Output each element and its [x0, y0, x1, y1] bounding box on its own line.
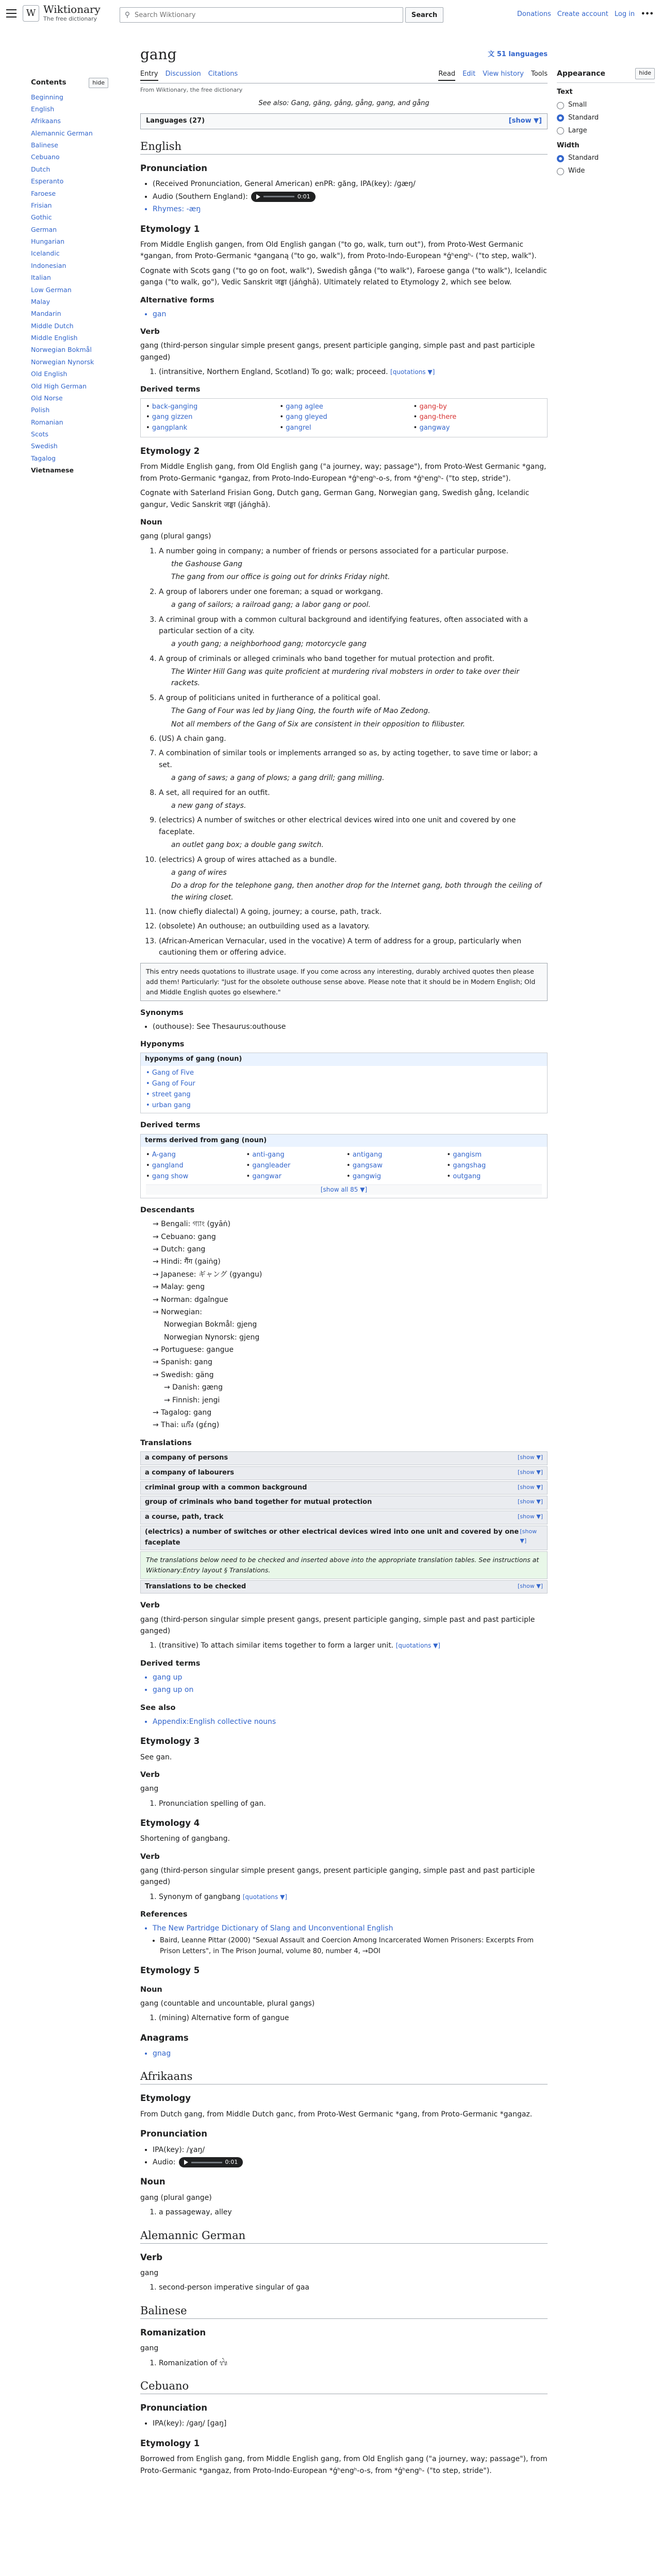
verb-2-headword: gang (third-person singular simple present gangs, present participle ganging, simple past and past participle ganged): [140, 1615, 535, 1635]
translation-gloss: a company of persons: [145, 1453, 228, 1462]
etymology-2-text: From Middle English gang, from Old English gang ("a journey, way; passage"), from Proto-West Germanic *gang, from Proto-Germanic *gangaz, from Proto-Indo-European *ǵʰengʰ-o-s, from *ǵʰengʰ- ("to step, stride").: [140, 463, 547, 483]
usage-example: the Gashouse Gang: [171, 560, 243, 568]
definition-text: A criminal group with a common cultural background and identifying features, often associated with a particular section of a city.: [159, 615, 528, 635]
personal-tools: [517, 9, 654, 20]
option-label: Small: [568, 101, 587, 109]
toc-item[interactable]: Polish: [31, 406, 50, 414]
toc-item[interactable]: Norwegian Nynorsk: [31, 358, 94, 366]
noun-definition: [159, 733, 548, 744]
toc-item[interactable]: Scots: [31, 430, 48, 438]
show-toggle[interactable]: [show ▼]: [508, 117, 542, 125]
derived-term-item[interactable]: • gang up on: [153, 1684, 548, 1696]
usage-example: an outlet gang box; a double gang switch.: [171, 841, 324, 850]
play-icon[interactable]: [256, 194, 260, 199]
tab-edit[interactable]: Edit: [462, 70, 476, 78]
text-small-option[interactable]: [557, 100, 655, 111]
derived-terms-heading: Derived terms: [140, 385, 201, 394]
quotations-toggle[interactable]: [quotations ▼]: [242, 1893, 287, 1901]
noun-5-definition: 1. (mining) Alternative form of gangue: [159, 2012, 548, 2024]
usage-example: The gang from our office is going out for drinks Friday night.: [171, 573, 390, 582]
derived-term-item[interactable]: • gangshag: [447, 1161, 542, 1172]
toc-item[interactable]: Faroese: [31, 189, 56, 197]
verb-definition: 1. (intransitive, Northern England, Scotland) To go; walk; proceed. [quotations ▼]: [159, 366, 548, 378]
afrikaans-etymology-heading: Etymology: [140, 2093, 191, 2104]
descendant-item: → Japanese: ギャング (gyangu): [153, 1270, 262, 1279]
radio-icon[interactable]: [557, 168, 564, 175]
translation-gloss: group of criminals who band together for mutual protection: [145, 1498, 372, 1506]
translation-table-header[interactable]: [140, 1511, 548, 1524]
usage-example: a gang of saws; a gang of plows; a gang drill; gang milling.: [171, 774, 385, 783]
toc-item[interactable]: Mandarin: [31, 310, 61, 318]
text-large-option[interactable]: [557, 126, 655, 137]
verb-4-definition: 1. Synonym of gangbang [quotations ▼]: [159, 1891, 548, 1903]
descendants-list: [153, 1218, 548, 1431]
toc-item[interactable]: Esperanto: [31, 177, 64, 185]
usage-example: a youth gang; a neighborhood gang; motorcycle gang: [171, 640, 367, 649]
toc-item[interactable]: Beginning: [31, 93, 63, 101]
main-content: [140, 45, 548, 2480]
noun-5-headword: gang (countable and uncountable, plural gangs): [140, 1999, 315, 2008]
afrikaans-ipa: • IPA(key): /ɣaŋ/: [153, 2144, 548, 2156]
pron-audio: • Audio (Southern England): 0:01: [153, 191, 548, 202]
hyponym-item[interactable]: • Gang of Four: [146, 1079, 542, 1090]
derived-term-item[interactable]: • antigang: [346, 1150, 442, 1161]
verb-2-heading: Verb: [140, 1601, 160, 1610]
etymology-3-text: See gan.: [140, 1753, 172, 1761]
rhymes-link[interactable]: • Rhymes: -æŋ: [153, 204, 548, 215]
descendant-item: → Bengali: গ্যাং (gyāṅ): [153, 1220, 231, 1229]
etymology-1-heading: Etymology 1: [140, 224, 200, 234]
alemannic-verb-heading: Verb: [140, 2252, 163, 2262]
derived-term-item[interactable]: • outgang: [447, 1172, 542, 1182]
derived-term-item[interactable]: • gangism: [447, 1150, 542, 1161]
afrikaans-audio: • Audio: 0:01: [153, 2157, 548, 2168]
translation-table-header[interactable]: [140, 1466, 548, 1480]
derived-term-item[interactable]: • gangsaw: [346, 1161, 442, 1172]
noun-definition: [159, 815, 548, 851]
derived-term-item[interactable]: • gang show: [146, 1172, 241, 1182]
translation-table-header[interactable]: [140, 1526, 548, 1550]
main-menu-icon[interactable]: [6, 9, 16, 18]
languages-button[interactable]: 文 51 languages: [488, 50, 548, 58]
noun-definition: [159, 614, 548, 650]
definition-text: (electrics) A group of wires attached as a bundle.: [159, 855, 337, 864]
descendant-item: → Dutch: gang: [153, 1245, 206, 1253]
afrikaans-pronunciation-heading: Pronunciation: [140, 2129, 208, 2139]
toc-item[interactable]: Balinese: [31, 141, 58, 149]
wiktionary-logo[interactable]: W: [23, 5, 39, 22]
appearance-header: [557, 68, 655, 83]
cebuano-etymology-heading: Etymology 1: [140, 2438, 200, 2448]
more-options-icon[interactable]: •••: [641, 10, 654, 18]
definition-text: (African-American Vernacular, used in the vocative) A term of address for a group, particularly when cautioning them or offering advice.: [159, 937, 522, 957]
noun-definition: [159, 546, 548, 583]
translation-gloss: a course, path, track: [145, 1513, 224, 1521]
noun-headword: gang (plural gangs): [140, 532, 211, 541]
see-also-link[interactable]: • Appendix:English collective nouns: [153, 1716, 548, 1727]
radio-icon[interactable]: [557, 102, 564, 109]
option-label: Standard: [568, 113, 599, 122]
translations-heading: Translations: [140, 1438, 192, 1447]
usage-example: a gang of wires: [171, 868, 227, 877]
usage-example: Do a drop for the telephone gang, then another drop for the Internet gang, both through the ceiling of the wiring closet.: [171, 882, 542, 902]
descendant-item: → Finnish: jengi: [164, 1396, 220, 1404]
definition-text: (electrics) A number of switches or other electrical devices wired into one unit and covered by one faceplate.: [159, 816, 516, 836]
noun-definition: [159, 854, 548, 904]
toc-list: [31, 92, 108, 477]
see-also-heading: See also: [140, 1703, 176, 1712]
play-icon[interactable]: [184, 2160, 188, 2165]
descendant-item: → Cebuano: gang: [153, 1232, 216, 1241]
verb-headword: gang (third-person singular simple present gangs, present participle ganging, simple past and past participle ganged): [140, 342, 535, 362]
anagram-item[interactable]: • gnag: [153, 2048, 548, 2059]
quotation-request-notice: This entry needs quotations to illustrate usage. If you come across any interesting, durably archived quotes then please add them! Particularly: "Just for the obsolete outhouse sense above. Please note that it should be in Modern English; Old and Middle English quotes go elsewhere.": [140, 963, 548, 1001]
alemannic-headword: gang: [140, 2268, 159, 2277]
noun-definition: [159, 748, 548, 784]
definition-text: A group of politicians united in furtherance of a political goal.: [159, 693, 380, 702]
afrikaans-noun-heading: Noun: [140, 2177, 166, 2187]
anagrams-heading: Anagrams: [140, 2032, 189, 2043]
translations-check-note: The translations below need to be checked and inserted above into the appropriate translation tables. See instructions at Wiktionary:Entry layout § Translations.: [140, 1551, 548, 1579]
toc-header: [31, 77, 108, 89]
verb-3-heading: Verb: [140, 1771, 160, 1780]
translation-gloss: (electrics) a number of switches or other electrical devices wired into one unit and covered by one faceplate: [145, 1528, 519, 1547]
descendant-item: Norwegian Bokmål: gjeng: [164, 1320, 257, 1329]
audio-progress-bar[interactable]: [263, 196, 294, 197]
noun-definition: [159, 653, 548, 689]
afrikaans-heading: Afrikaans: [140, 2069, 548, 2084]
derived-terms-2-box: [140, 1134, 548, 1198]
alt-form-item[interactable]: • gan: [153, 309, 548, 320]
search-input[interactable]: [135, 11, 403, 19]
site-tagline: The free dictionary: [43, 15, 97, 22]
toc-item[interactable]: Vietnamese: [31, 466, 74, 474]
translation-gloss: a company of labourers: [145, 1468, 235, 1477]
tab-read[interactable]: Read: [438, 69, 455, 81]
pron-ipa: • (Received Pronunciation, General American) enPR: găng, IPA(key): /ɡæŋ/: [153, 178, 548, 190]
derived-term-item[interactable]: • gangplank: [146, 423, 274, 434]
derived-term-item[interactable]: • gang up: [153, 1672, 548, 1683]
audio-player[interactable]: 0:01: [251, 192, 316, 202]
balinese-definition: 1. Romanization of ᬕᬂ: [159, 2358, 548, 2369]
hyponyms-box-title: hyponyms of gang (noun): [141, 1053, 547, 1066]
toc-item[interactable]: Italian: [31, 274, 51, 282]
toc-item[interactable]: Malay: [31, 297, 50, 306]
etymology-2-cognates: Cognate with Saterland Frisian Gong, Dutch gang, German Gang, Norwegian gang, Swedish gång, Icelandic gangur, Vedic Sanskrit जङ्घा (jáṅghā).: [140, 489, 529, 509]
tab-tools[interactable]: Tools: [531, 70, 548, 78]
definition-text: A combination of similar tools or implements arranged so as, by acting together, to save time or labor; a set.: [159, 749, 538, 769]
audio-player[interactable]: 0:01: [179, 2157, 243, 2167]
translation-table-header[interactable]: [140, 1481, 548, 1495]
radio-selected-icon[interactable]: [557, 155, 564, 162]
noun-definition: [159, 586, 548, 611]
cebuano-heading: Cebuano: [140, 2378, 548, 2394]
toc-item[interactable]: Middle Dutch: [31, 321, 74, 330]
noun-5-heading: Noun: [140, 1985, 162, 1994]
synonym-item: • (outhouse): See Thesaurus:outhouse: [153, 1021, 548, 1032]
donations-link[interactable]: Donations: [517, 10, 551, 18]
noun-definition: [159, 906, 548, 918]
alemannic-definition: 1. second-person imperative singular of gaa: [159, 2282, 548, 2293]
translation-table-header[interactable]: [140, 1451, 548, 1465]
tab-discussion[interactable]: Discussion: [165, 70, 201, 78]
descendant-item: → Malay: geng: [153, 1283, 205, 1292]
languages-box[interactable]: [140, 113, 548, 129]
descendant-item: → Thai: แก๊ง (gɛ́ng): [153, 1421, 220, 1430]
toc-item[interactable]: Norwegian Bokmål: [31, 346, 92, 354]
derived-term-item[interactable]: • gang aglee: [279, 402, 408, 413]
etymology-3-heading: Etymology 3: [140, 1736, 200, 1747]
site-name[interactable]: Wiktionary: [43, 3, 101, 15]
width-standard-option[interactable]: [557, 153, 655, 164]
audio-progress-bar[interactable]: [191, 2162, 222, 2163]
etymology-1-text: From Middle English gangen, from Old English gangan ("to go, walk, turn out"), from Proto-West Germanic *gangan, from Proto-Germanic *ganganą ("to go, walk"), from Proto-Indo-European *ǵʰengʰ- ("to step, walk").: [140, 240, 537, 261]
derived-terms-2-box-title: terms derived from gang (noun): [141, 1134, 547, 1147]
toc-item[interactable]: Swedish: [31, 442, 58, 450]
usage-example: Not all members of the Gang of Six are consistent in their opposition to filibuster.: [171, 720, 466, 728]
toc-item[interactable]: Old High German: [31, 382, 87, 390]
etymology-5-heading: Etymology 5: [140, 1965, 200, 1976]
usage-example: The Winter Hill Gang was quite proficient at murdering rival mobsters in order to take over their rackets.: [171, 668, 520, 688]
see-also-hatnote: See also: Gang, gäng, gâng, gång, gang, and gång: [258, 99, 429, 108]
hyponyms-box: [140, 1053, 548, 1113]
toc-item[interactable]: Middle English: [31, 334, 78, 342]
show-toggle[interactable]: [show ▼]: [518, 1513, 543, 1520]
pronunciation-list: [153, 178, 548, 215]
derived-term-item[interactable]: • gang-there: [413, 412, 542, 423]
toc-item[interactable]: Afrikaans: [31, 117, 61, 125]
verb-3-headword: gang: [140, 1785, 159, 1793]
toc-item[interactable]: Gothic: [31, 213, 52, 222]
synonyms-heading: Synonyms: [140, 1008, 184, 1017]
translation-gloss: criminal group with a common background: [145, 1483, 307, 1492]
derived-term-item[interactable]: • gangleader: [246, 1161, 342, 1172]
tab-citations[interactable]: Citations: [208, 70, 238, 78]
toc-item[interactable]: English: [31, 105, 55, 113]
verb-3-definition: 1. Pronunciation spelling of gan.: [159, 1798, 548, 1809]
text-standard-option[interactable]: [557, 113, 655, 124]
appearance-panel: [557, 68, 655, 179]
etymology-4-heading: Etymology 4: [140, 1818, 200, 1828]
definition-text: A group of laborers under one foreman; a squad or workgang.: [159, 587, 383, 596]
definition-text: A group of criminals or alleged criminals who band together for mutual protection and profit.: [159, 654, 495, 663]
toc-item[interactable]: Tagalog: [31, 454, 56, 462]
translations-tables: [140, 1451, 548, 1550]
definition-text: (US) A chain gang.: [159, 735, 226, 743]
derived-term-item[interactable]: • gangrel: [279, 423, 408, 434]
derived-term-item[interactable]: • A-gang: [146, 1150, 241, 1161]
width-label: Width: [557, 141, 580, 149]
option-label: Large: [568, 126, 587, 134]
pronunciation-heading: Pronunciation: [140, 163, 208, 173]
translations-to-check[interactable]: Translations to be checked [show ▼]: [140, 1580, 548, 1594]
balinese-heading: Balinese: [140, 2303, 548, 2319]
verb-4-headword: gang (third-person singular simple present gangs, present participle ganging, simple past and past participle ganged): [140, 1866, 535, 1887]
definition-text: A set, all required for an outfit.: [159, 788, 270, 797]
etymology-2-heading: Etymology 2: [140, 446, 200, 456]
noun-definition: [159, 921, 548, 932]
derived-term-item[interactable]: • gang gizzen: [146, 412, 274, 423]
toc-item[interactable]: Old Norse: [31, 394, 63, 402]
toc-item[interactable]: Cebuano: [31, 153, 60, 161]
noun-definition: [159, 692, 548, 730]
tab-entry[interactable]: Entry: [140, 69, 158, 81]
descendant-item: Norwegian Nynorsk: gjeng: [164, 1333, 260, 1342]
toc-title: Contents: [31, 78, 67, 87]
cebuano-etymology-text: Borrowed from English gang, from Middle English gang, from Old English gang ("a journey, way; passage"), from Proto-Germanic *gangaz, from Proto-Indo-European *ǵʰengʰ-o-s, from *ǵʰengʰ- ("to step, stride").: [140, 2455, 548, 2475]
derived-term-item[interactable]: • gangway: [413, 423, 542, 434]
hyponym-item[interactable]: • street gang: [146, 1090, 542, 1100]
noun-definition: [159, 936, 548, 959]
references-heading: References: [140, 1910, 188, 1919]
page-title: gang: [140, 46, 177, 63]
derived-term-item[interactable]: • gangland: [146, 1161, 241, 1172]
tab-history[interactable]: View history: [483, 70, 524, 78]
show-toggle[interactable]: [show ▼]: [518, 1498, 543, 1505]
alt-forms-heading: Alternative forms: [140, 296, 214, 304]
show-all-toggle[interactable]: [show all 85 ▼]: [146, 1184, 542, 1195]
usage-example: The Gang of Four was led by Jiang Qing, the fourth wife of Mao Zedong.: [171, 707, 431, 716]
afrikaans-etymology-text: From Dutch gang, from Middle Dutch ganc, from Proto-West Germanic *gang, from Proto-Germanic *gangaz.: [140, 2110, 533, 2119]
search-button[interactable]: Search: [405, 7, 443, 23]
descendant-item: → Spanish: gang: [153, 1358, 212, 1367]
toc-item[interactable]: Dutch: [31, 165, 51, 173]
site-header: [0, 0, 662, 29]
option-label: Standard: [568, 154, 599, 162]
toc-item[interactable]: Icelandic: [31, 249, 60, 258]
cebuano-ipa: • IPA(key): /ɡaŋ/ [ɡaŋ]: [153, 2418, 548, 2429]
derived-term-item[interactable]: • gangwar: [246, 1172, 342, 1182]
appearance-title: Appearance: [557, 70, 605, 78]
toc-item[interactable]: German: [31, 225, 57, 233]
toc-item[interactable]: Hungarian: [31, 238, 65, 246]
derived-term-item[interactable]: • gang gleyed: [279, 412, 408, 423]
definition-text: (now chiefly dialectal) A going, journey; a course, path, track.: [159, 908, 382, 917]
search-icon: ⚲: [124, 10, 130, 19]
derived-terms-box: [140, 398, 548, 437]
derived-term-item[interactable]: • anti-gang: [246, 1150, 342, 1161]
show-toggle[interactable]: [show ▼]: [518, 1483, 543, 1490]
etymology-4-text: Shortening of gangbang.: [140, 1835, 230, 1843]
appearance-hide-button[interactable]: hide: [635, 68, 655, 79]
verb-heading: Verb: [140, 328, 160, 336]
table-of-contents: [31, 77, 108, 477]
verb-2-definition: 1. (transitive) To attach similar items together to form a larger unit. [quotations ▼]: [159, 1640, 548, 1651]
derived-terms-2-heading: Derived terms: [140, 1121, 201, 1130]
page-tabs: [140, 69, 548, 83]
languages-box-title: Languages (27): [146, 117, 205, 125]
show-toggle[interactable]: [show ▼]: [518, 1582, 543, 1589]
balinese-romanization-heading: Romanization: [140, 2327, 206, 2337]
radio-icon[interactable]: [557, 127, 564, 134]
reference-item: • Baird, Leanne Pittar (2000) "Sexual Assault and Coercion Among Incarcerated Women Prisoners: Excerpts From Prison Letters", in The Prison Journal, volume 80, number 4, →DOI: [160, 1936, 548, 1957]
hyponym-item[interactable]: • Gang of Five: [146, 1068, 542, 1079]
afrikaans-noun-headword: gang (plural gange): [140, 2193, 212, 2202]
quotations-toggle[interactable]: [quotations ▼]: [395, 1642, 440, 1650]
usage-example: a gang of sailors; a railroad gang; a labor gang or pool.: [171, 601, 371, 609]
option-label: Wide: [568, 167, 585, 175]
show-toggle[interactable]: [show ▼]: [520, 1528, 537, 1544]
definition-text: A number going in company; a number of friends or persons associated for a particular purpose.: [159, 547, 509, 555]
derived-terms-3-heading: Derived terms: [140, 1659, 201, 1668]
descendant-item: → Norman: dgaîngue: [153, 1295, 228, 1304]
etymology-1-cognates: Cognate with Scots gang ("to go on foot, walk"), Swedish gånga ("to walk"), Faroese ganga ("to walk"), Icelandic ganga ("to walk, go"), Vedic Sanskrit जङ्घा (jáṅghā). Ultimately related to Etymology 2, which see below.: [140, 266, 547, 287]
definition-text: (obsolete) An outhouse; an outbuilding used as a lavatory.: [159, 922, 370, 931]
search-box: [120, 7, 403, 23]
english-heading: English: [140, 139, 548, 155]
reference-item[interactable]: • The New Partridge Dictionary of Slang and Unconventional English: [153, 1923, 548, 1934]
translation-table-header[interactable]: [140, 1496, 548, 1510]
text-size-label: Text: [557, 88, 573, 96]
cebuano-pronunciation-heading: Pronunciation: [140, 2402, 208, 2413]
descendant-item: → Norwegian:: [153, 1308, 202, 1316]
toc-item[interactable]: Romanian: [31, 418, 63, 426]
usage-example: a new gang of stays.: [171, 801, 246, 810]
descendants-heading: Descendants: [140, 1206, 195, 1214]
noun-heading: Noun: [140, 518, 162, 527]
hyponyms-heading: Hyponyms: [140, 1040, 185, 1049]
derived-term-item[interactable]: • back-ganging: [146, 402, 274, 413]
descendant-item: → Tagalog: gang: [153, 1409, 212, 1417]
radio-selected-icon[interactable]: [557, 114, 564, 122]
hyponym-item[interactable]: • urban gang: [146, 1100, 542, 1111]
quotations-toggle[interactable]: [quotations ▼]: [390, 368, 435, 376]
toc-item[interactable]: Low German: [31, 285, 72, 294]
toc-item[interactable]: Alemannic German: [31, 129, 93, 137]
derived-term-item[interactable]: • gang-by: [413, 402, 542, 413]
afrikaans-noun-definition: 1. a passageway, alley: [159, 2207, 548, 2218]
toc-item[interactable]: Old English: [31, 370, 68, 378]
noun-definitions: [159, 546, 548, 959]
toc-item[interactable]: Frisian: [31, 201, 52, 209]
toc-item[interactable]: Indonesian: [31, 261, 67, 269]
alemannic-heading: Alemannic German: [140, 2228, 548, 2244]
descendant-item: → Swedish: gäng: [153, 1370, 214, 1379]
derived-term-item[interactable]: • gangwig: [346, 1172, 442, 1182]
descendant-item: → Portuguese: gangue: [153, 1346, 234, 1354]
site-subtitle: From Wiktionary, the free dictionary: [140, 86, 243, 93]
balinese-headword: gang: [140, 2344, 159, 2353]
noun-definition: [159, 787, 548, 812]
toc-hide-button[interactable]: hide: [89, 78, 108, 88]
descendant-item: → Hindi: गैंग (gaiṅg): [153, 1258, 221, 1266]
descendant-item: → Danish: gæng: [164, 1383, 223, 1392]
create-account-link[interactable]: Create account: [557, 10, 608, 18]
login-link[interactable]: Log in: [614, 10, 635, 18]
verb-4-heading: Verb: [140, 1852, 160, 1861]
show-toggle[interactable]: [show ▼]: [518, 1453, 543, 1461]
width-wide-option[interactable]: [557, 166, 655, 177]
show-toggle[interactable]: [show ▼]: [518, 1468, 543, 1476]
